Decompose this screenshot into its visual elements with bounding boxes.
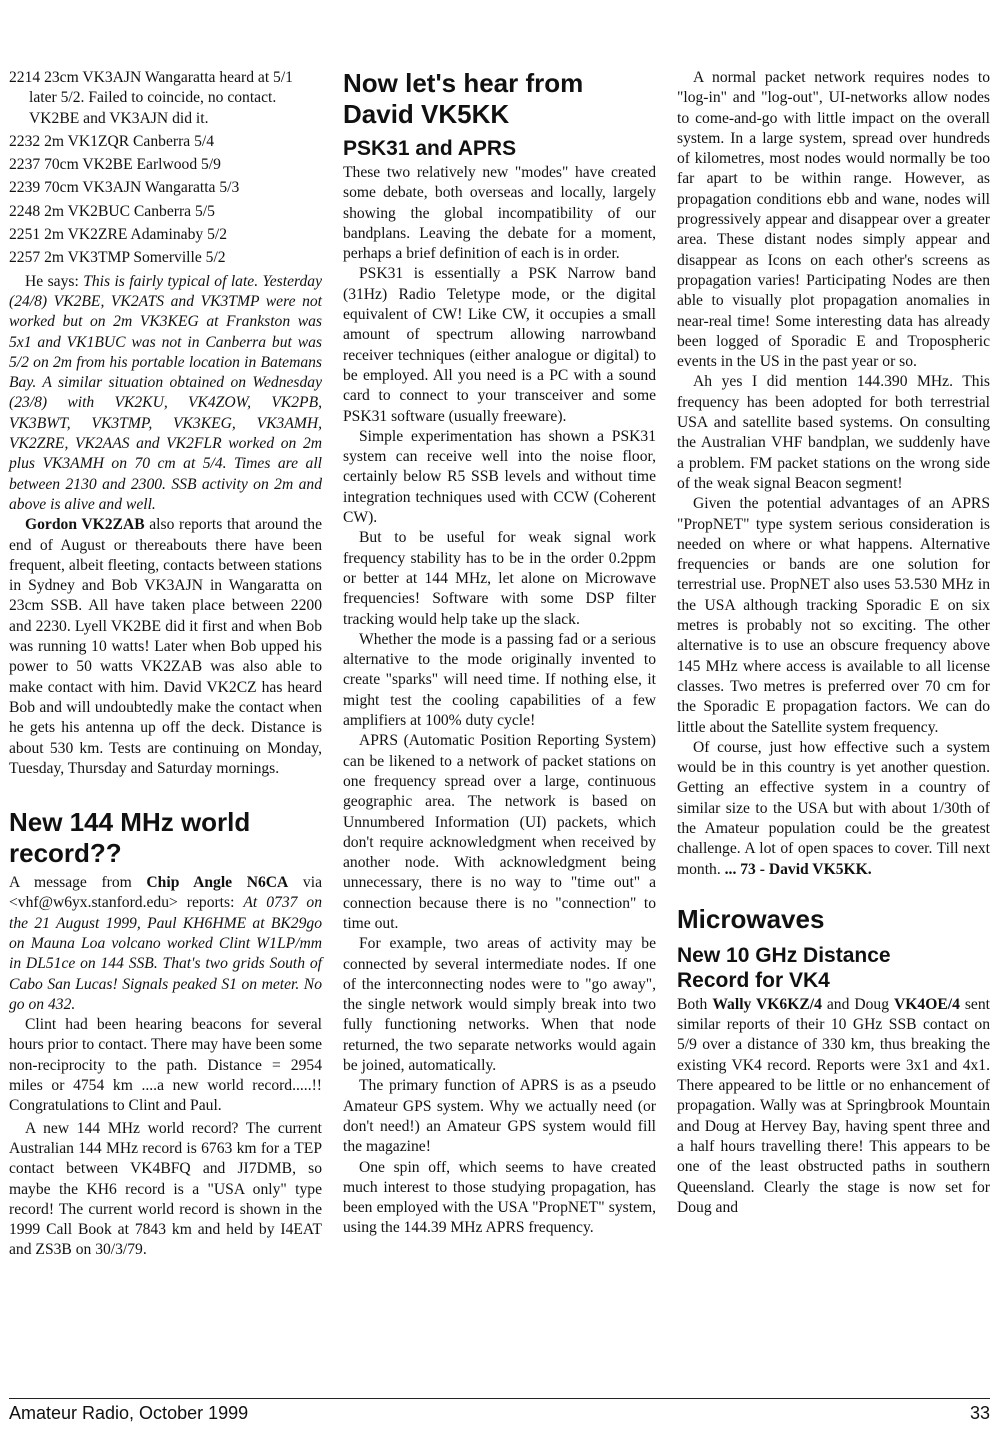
body-paragraph	[9, 272, 322, 516]
log-entry: 2214 23cm VK3AJN Wangaratta heard at 5/1 later 5/2. Failed to coincide, no contact. VK2BE and VK3AJN did it.	[9, 69, 293, 127]
body-paragraph: A normal packet network requires nodes to "log-in" and "log-out", UI-networks allow nodes to come-and-go with little impact on the overall system. In a large system, spread over hundreds of kilometres, most nodes would normally be too far apart to be within range. However, as propagation conditions ebb and wane, nodes will progressively appear and disappear over a greater area. These distant nodes simply appear and disappear as Icons on each other's screens as propagation varies! Participating Nodes are then able to visually plot propagation anomalies in near-real time! Some interesting data has already been logged of Sporadic E and Tropospheric events in the US in the past year or so.	[677, 69, 990, 371]
body-paragraph: One spin off, which seems to have created much interest to those studying propagation, has been employed with the USA "PropNET" system, using the 144.39 MHz APRS frequency.	[343, 1158, 656, 1237]
body-paragraph: Ah yes I did mention 144.390 MHz. This frequency has been adopted for both terrestrial USA and satellite based systems. On consulting the Australian VHF bandplan, we suddenly have a problem. FM packet stations on the wrong side of the weak signal Beacon segment!	[677, 373, 990, 492]
msg-lead: A message from	[9, 874, 147, 892]
body-paragraph	[677, 738, 990, 880]
page-number: 33	[969, 1403, 990, 1423]
publication-title: Amateur Radio, October 1999	[9, 1403, 249, 1423]
body-paragraph: Simple experimentation has shown a PSK31 system can receive well into the noise floor, certainly below R5 SSB levels and without time integration techniques used with CCW (Coherent CW).	[343, 427, 656, 527]
section-heading: Microwaves	[677, 903, 825, 934]
body-paragraph	[9, 873, 322, 1015]
body-paragraph: Clint had been hearing beacons for several hours prior to contact. There may have been some non-reciprocity to the path. Distance = 2954 miles or 4754 km ....a new world record.....!! Congratulations to Clint and Paul.	[9, 1016, 322, 1115]
says-quote: This is fairly typical of late. Yesterday (24/8) VK2BE, VK2ATS and VK3TMP were not worked but on 2m VK3KEG at Frankston was 5x1 and VK1BUC was not in Canberra but was 5/2 on 2m from his portable location in Batemans Bay. A similar situation obtained on Wednesday (23/8) with VK2KU, VK4ZOW, VK2PB, VK3BWT, VK3TMP, VK3KEG, VK3AMH, VK2ZRE, VK2AAS and VK2FLR worked on 2m plus VK3AMH on 70 cm at 5/4. Times are all between 2130 and 2300. SSB activity on 2m and above is alive and well.	[9, 272, 323, 513]
body-paragraph: Given the potential advantages of an APRS "PropNET" type system serious consideration is needed on where or what happens. Alternative frequencies or bands are one solution for terrestrial use. PropNET also uses 53.530 MHz in the USA although tracking Sporadic E on six metres is probably not so exciting. The other alternative is to use an obscure frequency above 145 MHz where access is available to all license classes. Two metres is preferred over 70 cm for the Sporadic E propagation factors. We can do little about the Satellite system frequency.	[677, 495, 990, 736]
column-left	[9, 68, 322, 1261]
callsign-bold: VK4OE/4	[894, 995, 960, 1013]
signoff: ... 73 - David VK5KK.	[724, 860, 872, 878]
article-heading: Now let's hear from David VK5KK	[343, 68, 584, 129]
body-paragraph	[677, 995, 990, 1218]
column-right	[677, 68, 990, 1218]
log-entry: 2239 70cm VK3AJN Wangaratta 5/3	[9, 179, 240, 197]
body-paragraph: Whether the mode is a passing fad or a serious alternative to the mode originally invented to create "sparks" will need time. If nothing else, it might test the cooling capabilities of a few amplifiers at 100% duty cycle!	[343, 630, 656, 730]
log-entry: 2248 2m VK2BUC Canberra 5/5	[9, 202, 215, 220]
contact-log	[9, 68, 322, 269]
body-paragraph: These two relatively new "modes" have created some debate, both overseas and locally, largely showing the global incompatibility of our bandplans. Leaving the debate for a moment, perhaps a brief definition of each is in order.	[343, 164, 656, 263]
msg-quote: At 0737 on the 21 August 1999, Paul KH6HME at BK29go on Mauna Loa volcano worked Clint W1LP/mm in DL51ce on 144 SSB. That's two grids South of Cabo San Lucas! Signals peaked S1 on meter. No go on 432.	[9, 894, 323, 1013]
body-paragraph: APRS (Automatic Position Reporting System) can be likened to a network of packet stations on one frequency spread over a large, continuous geographic area. The network is based on Unnumbered Information (UI) packets, which don't require acknowledgment when received by another node. With acknowledgment being unnecessary, there is no way to "time out" a connection because there is no "connection" to time out.	[343, 732, 656, 932]
section-heading: New 144 MHz world record??	[9, 807, 251, 869]
ghz-mid: and Doug	[821, 995, 895, 1013]
callsign-bold: Gordon VK2ZAB	[25, 516, 145, 534]
body-paragraph: A new 144 MHz world record? The current Australian 144 MHz record is 6763 km for a TEP contact between VK4BFQ and JI7DMB, so maybe the KH6 record is a "USA only" type record! The current world record is shown in the 1999 Call Book at 7843 km and held by I4EAT and ZS3B on 30/3/79.	[9, 1119, 322, 1259]
callsign-bold: Chip Angle N6CA	[146, 874, 289, 892]
log-entry: 2257 2m VK3TMP Somerville 5/2	[9, 249, 226, 267]
log-entry: 2232 2m VK1ZQR Canberra 5/4	[9, 132, 215, 150]
body-paragraph	[9, 515, 322, 779]
log-entry: 2237 70cm VK2BE Earlwood 5/9	[9, 156, 221, 174]
section-subheading: New 10 GHz Distance Record for VK4	[677, 943, 891, 992]
closing-text: Of course, just how effective such a system would be in this country is yet another question. Getting an effective system in a country of similar size to the USA but with about 1/30th of the Amateur population could be the greatest challenge. A lot of open spaces to cover. Till next month.	[677, 738, 990, 878]
body-paragraph: For example, two areas of activity may be connected by several intermediate nodes. If one of the interconnecting nodes were to "go away", the single network would simply break into two fully functioning networks. When that node returned, the two separate networks would again be joined, automatically.	[343, 935, 656, 1075]
column-middle	[343, 68, 656, 1239]
body-paragraph: But to be useful for weak signal work frequency stability has to be in the order 0.2ppm or better at 144 MHz, let alone on Microwave frequencies! Software with some DSP filter tracking would help take up the slack.	[343, 529, 656, 628]
page-footer	[9, 1398, 990, 1424]
gordon-text: also reports that around the end of August or thereabouts there have been frequent, albeit fleeting, contacts between stations in Sydney and Bob VK3AJN in Wangaratta on 23cm SSB. All have taken place between 2200 and 2230. Lyell VK2BE did it first and when Bob was running 10 watts! Later when Bob upped his power to 50 watts VK2ZAB was also able to make contact with him. David VK2CZ has heard Bob and will undoubtedly make the contact when he gets his antenna up off the deck. Distance is about 530 km. Tests are continuing on Monday, Tuesday, Thursday and Saturday mornings.	[9, 516, 322, 777]
says-lead: He says:	[25, 272, 84, 290]
ghz-text: sent similar reports of their 10 GHz SSB contact on 5/9 over a distance of 330 km, thus breaking the existing VK4 record. Reports were 3x1 and 4x1. There appeared to be little or no enhancement of propagation. Wally was at Springbrook Mountain and Doug at Hervey Bay, having spent three and a half hours travelling there! This appears to be one of the least obstructed paths in southern Queensland. Clearly the stage is now set for Doug and	[677, 995, 990, 1216]
log-entry: 2251 2m VK2ZRE Adaminaby 5/2	[9, 226, 228, 244]
ghz-lead: Both	[677, 995, 713, 1013]
callsign-bold: Wally VK6KZ/4	[712, 995, 822, 1013]
msg-mid: via <vhf@w6yx.stanford.edu> reports:	[9, 874, 322, 912]
body-paragraph: PSK31 is essentially a PSK Narrow band (31Hz) Radio Teletype mode, or the digital equivalent of CW! Like CW, it occupies a small amount of spectrum allowing narrowband receiver techniques (either analogue or digital) to be employed. All you need is a PC with a sound card to connect to your transceiver and some PSK31 software (usually freeware).	[343, 265, 656, 425]
article-subheading: PSK31 and APRS	[343, 137, 517, 160]
body-paragraph: The primary function of APRS is as a pseudo Amateur GPS system. Why we actually need (or don't need!) an Amateur GPS system would fill the magazine!	[343, 1077, 656, 1156]
